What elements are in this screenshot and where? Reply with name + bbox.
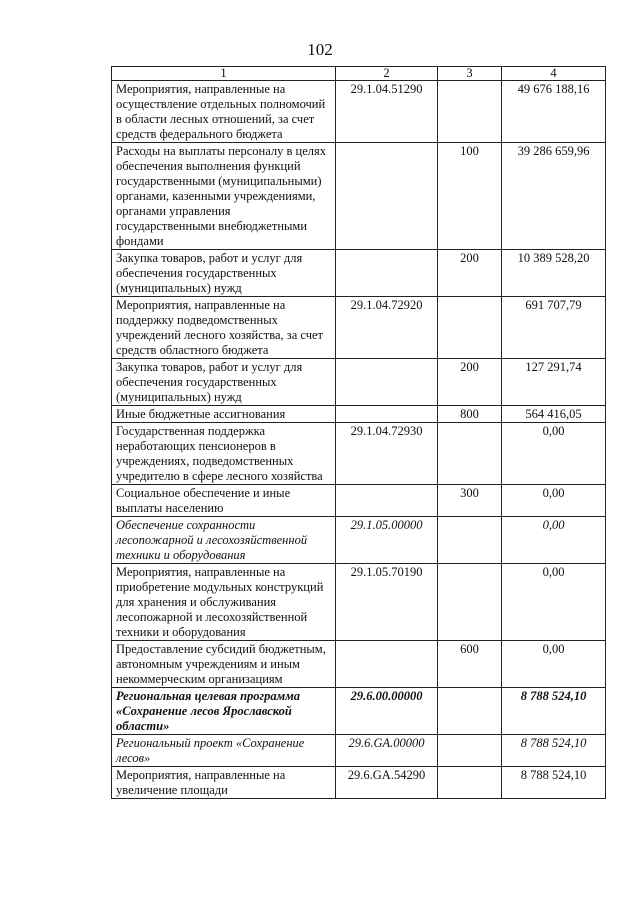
row-amount-cell: 0,00 bbox=[502, 517, 606, 564]
row-kind-cell bbox=[438, 297, 502, 359]
table-row bbox=[112, 250, 606, 297]
row-amount-cell: 0,00 bbox=[502, 641, 606, 688]
row-code-cell bbox=[336, 359, 438, 406]
row-code-cell: 29.6.GA.00000 bbox=[336, 735, 438, 767]
column-header-1: 1 bbox=[112, 67, 336, 81]
row-kind-cell bbox=[438, 688, 502, 735]
row-kind-cell bbox=[438, 735, 502, 767]
row-name-cell: Предоставление субсидий бюджетным, автономным учреждениям и иным некоммерческим организациям bbox=[112, 641, 336, 688]
row-amount-cell: 564 416,05 bbox=[502, 406, 606, 423]
row-amount-cell: 39 286 659,96 bbox=[502, 143, 606, 250]
column-header-3: 3 bbox=[438, 67, 502, 81]
row-kind-cell bbox=[438, 517, 502, 564]
row-name-cell: Иные бюджетные ассигнования bbox=[112, 406, 336, 423]
row-code-cell: 29.1.05.70190 bbox=[336, 564, 438, 641]
table-row bbox=[112, 423, 606, 485]
row-code-cell: 29.1.04.72920 bbox=[336, 297, 438, 359]
row-kind-cell bbox=[438, 81, 502, 143]
row-name-cell: Мероприятия, направленные на осуществление отдельных полномочий в области лесных отношений, за счет средств федерального бюджета bbox=[112, 81, 336, 143]
row-amount-cell: 127 291,74 bbox=[502, 359, 606, 406]
row-amount-cell: 10 389 528,20 bbox=[502, 250, 606, 297]
row-name-cell: Региональная целевая программа «Сохранение лесов Ярославской области» bbox=[112, 688, 336, 735]
row-name-cell: Региональный проект «Сохранение лесов» bbox=[112, 735, 336, 767]
table-row bbox=[112, 406, 606, 423]
row-name-cell: Государственная поддержка неработающих пенсионеров в учреждениях, подведомственных учредителю в сфере лесного хозяйства bbox=[112, 423, 336, 485]
table-row bbox=[112, 735, 606, 767]
row-kind-cell: 200 bbox=[438, 250, 502, 297]
row-amount-cell: 0,00 bbox=[502, 485, 606, 517]
page-number: 102 bbox=[307, 40, 333, 59]
table-row bbox=[112, 81, 606, 143]
row-amount-cell: 8 788 524,10 bbox=[502, 688, 606, 735]
row-amount-cell: 8 788 524,10 bbox=[502, 767, 606, 799]
row-name-cell: Обеспечение сохранности лесопожарной и лесохозяйственной техники и оборудования bbox=[112, 517, 336, 564]
row-kind-cell: 600 bbox=[438, 641, 502, 688]
row-code-cell bbox=[336, 641, 438, 688]
row-name-cell: Социальное обеспечение и иные выплаты населению bbox=[112, 485, 336, 517]
row-name-cell: Расходы на выплаты персоналу в целях обеспечения выполнения функций государственными (муниципальными) органами, казенными учреждениями, органами управления государственными внебюджетными фондами bbox=[112, 143, 336, 250]
row-name-cell: Мероприятия, направленные на приобретение модульных конструкций для хранения и обслуживания лесопожарной и лесохозяйственной техники и оборудования bbox=[112, 564, 336, 641]
row-kind-cell bbox=[438, 564, 502, 641]
row-code-cell bbox=[336, 250, 438, 297]
budget-table bbox=[111, 66, 606, 799]
row-code-cell: 29.6.00.00000 bbox=[336, 688, 438, 735]
row-amount-cell: 0,00 bbox=[502, 564, 606, 641]
table-row bbox=[112, 641, 606, 688]
row-code-cell bbox=[336, 406, 438, 423]
row-name-cell: Мероприятия, направленные на увеличение площади bbox=[112, 767, 336, 799]
row-amount-cell: 0,00 bbox=[502, 423, 606, 485]
row-amount-cell: 691 707,79 bbox=[502, 297, 606, 359]
row-code-cell: 29.6.GA.54290 bbox=[336, 767, 438, 799]
table-row bbox=[112, 297, 606, 359]
row-code-cell bbox=[336, 143, 438, 250]
row-name-cell: Закупка товаров, работ и услуг для обеспечения государственных (муниципальных) нужд bbox=[112, 359, 336, 406]
table-row bbox=[112, 688, 606, 735]
row-kind-cell bbox=[438, 767, 502, 799]
row-code-cell bbox=[336, 485, 438, 517]
table-row bbox=[112, 359, 606, 406]
column-header-4: 4 bbox=[502, 67, 606, 81]
row-code-cell: 29.1.04.51290 bbox=[336, 81, 438, 143]
column-header-2: 2 bbox=[336, 67, 438, 81]
table-row bbox=[112, 485, 606, 517]
row-name-cell: Мероприятия, направленные на поддержку подведомственных учреждений лесного хозяйства, за счет средств областного бюджета bbox=[112, 297, 336, 359]
table-body bbox=[112, 81, 606, 799]
row-kind-cell: 100 bbox=[438, 143, 502, 250]
table-row bbox=[112, 517, 606, 564]
table-header-row bbox=[112, 67, 606, 81]
table-row bbox=[112, 564, 606, 641]
row-kind-cell: 200 bbox=[438, 359, 502, 406]
row-amount-cell: 8 788 524,10 bbox=[502, 735, 606, 767]
row-amount-cell: 49 676 188,16 bbox=[502, 81, 606, 143]
row-code-cell: 29.1.05.00000 bbox=[336, 517, 438, 564]
row-kind-cell bbox=[438, 423, 502, 485]
row-kind-cell: 800 bbox=[438, 406, 502, 423]
table-row bbox=[112, 143, 606, 250]
table-row bbox=[112, 767, 606, 799]
row-name-cell: Закупка товаров, работ и услуг для обеспечения государственных (муниципальных) нужд bbox=[112, 250, 336, 297]
row-code-cell: 29.1.04.72930 bbox=[336, 423, 438, 485]
row-kind-cell: 300 bbox=[438, 485, 502, 517]
